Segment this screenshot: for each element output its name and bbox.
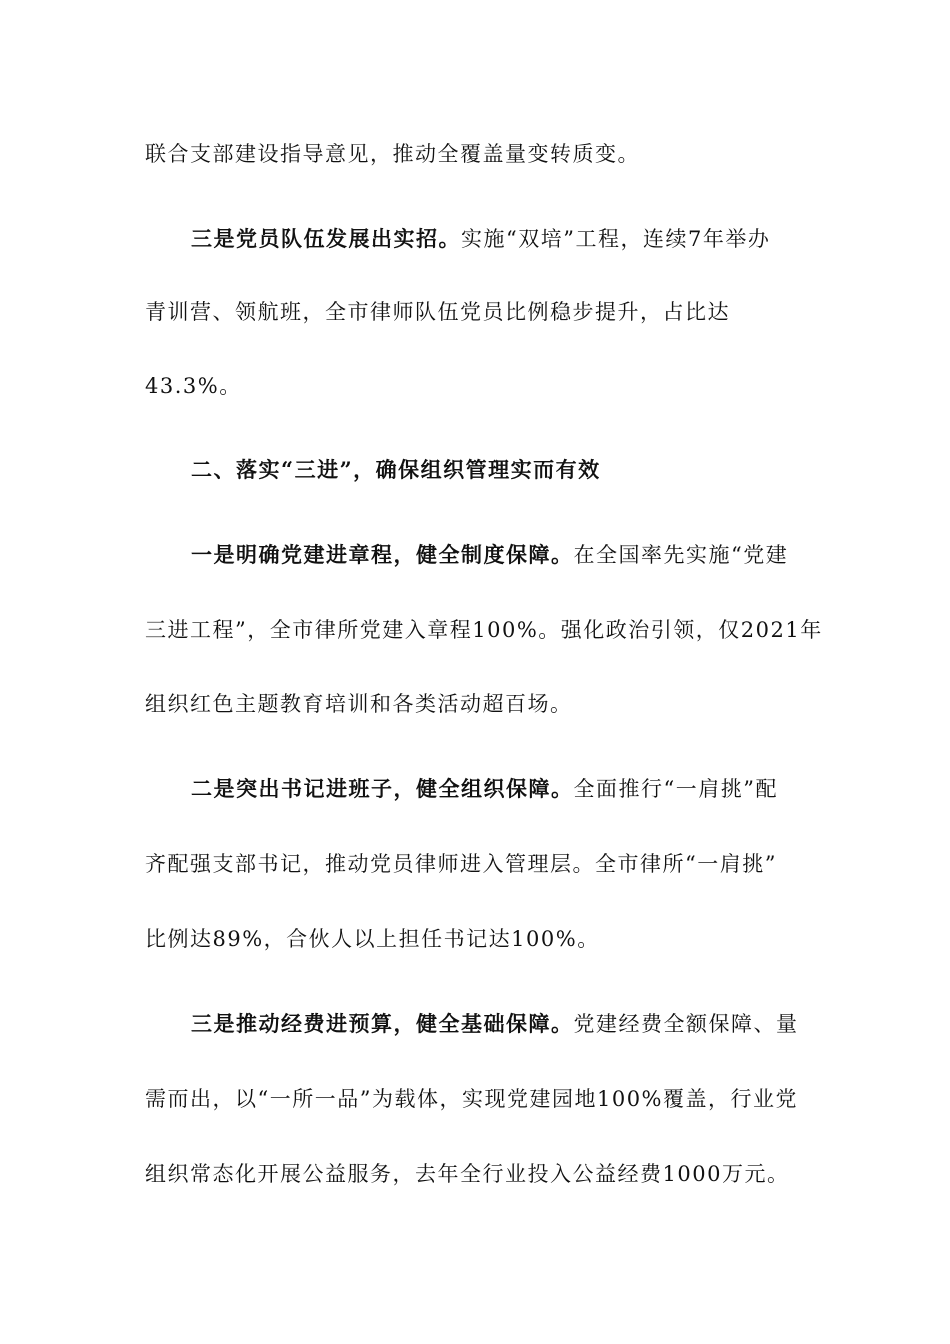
body-text: 党建经费全额保障、量 [573,1012,799,1036]
body-line: 组织红色主题教育培训和各类活动超百场。 [145,692,573,716]
paragraph-first-line [191,541,871,569]
bold-lead: 三是推动经费进预算，健全基础保障。 [191,1011,574,1036]
paragraph-first-line [191,225,871,253]
bold-lead: 三是党员队伍发展出实招。 [191,226,461,251]
bold-lead: 一是明确党建进章程，健全制度保障。 [191,542,574,567]
body-line: 43.3%。 [145,374,242,398]
body-line: 组织常态化开展公益服务，去年全行业投入公益经费1000万元。 [145,1162,790,1186]
body-line: 三进工程”，全市律所党建入章程100%。强化政治引领，仅2021年 [145,618,823,642]
body-line: 需而出，以“一所一品”为载体，实现党建园地100%覆盖，行业党 [145,1087,799,1111]
body-line: 联合支部建设指导意见，推动全覆盖量变转质变。 [145,142,640,166]
body-line: 比例达89%，合伙人以上担任书记达100%。 [145,927,600,951]
body-text: 在全国率先实施“党建 [573,543,789,567]
section-heading: 二、落实“三进”，确保组织管理实而有效 [191,457,601,482]
paragraph-first-line [191,775,871,803]
body-line: 齐配强支部书记，推动党员律师进入管理层。全市律所“一肩挑” [145,852,777,876]
bold-lead: 二是突出书记进班子，健全组织保障。 [191,776,574,801]
body-line: 青训营、领航班，全市律师队伍党员比例稳步提升，占比达 [145,300,730,324]
paragraph-first-line [191,1010,871,1038]
body-text: 全面推行“一肩挑”配 [573,777,778,801]
body-text: 实施“双培”工程，连续7年举办 [461,227,771,251]
